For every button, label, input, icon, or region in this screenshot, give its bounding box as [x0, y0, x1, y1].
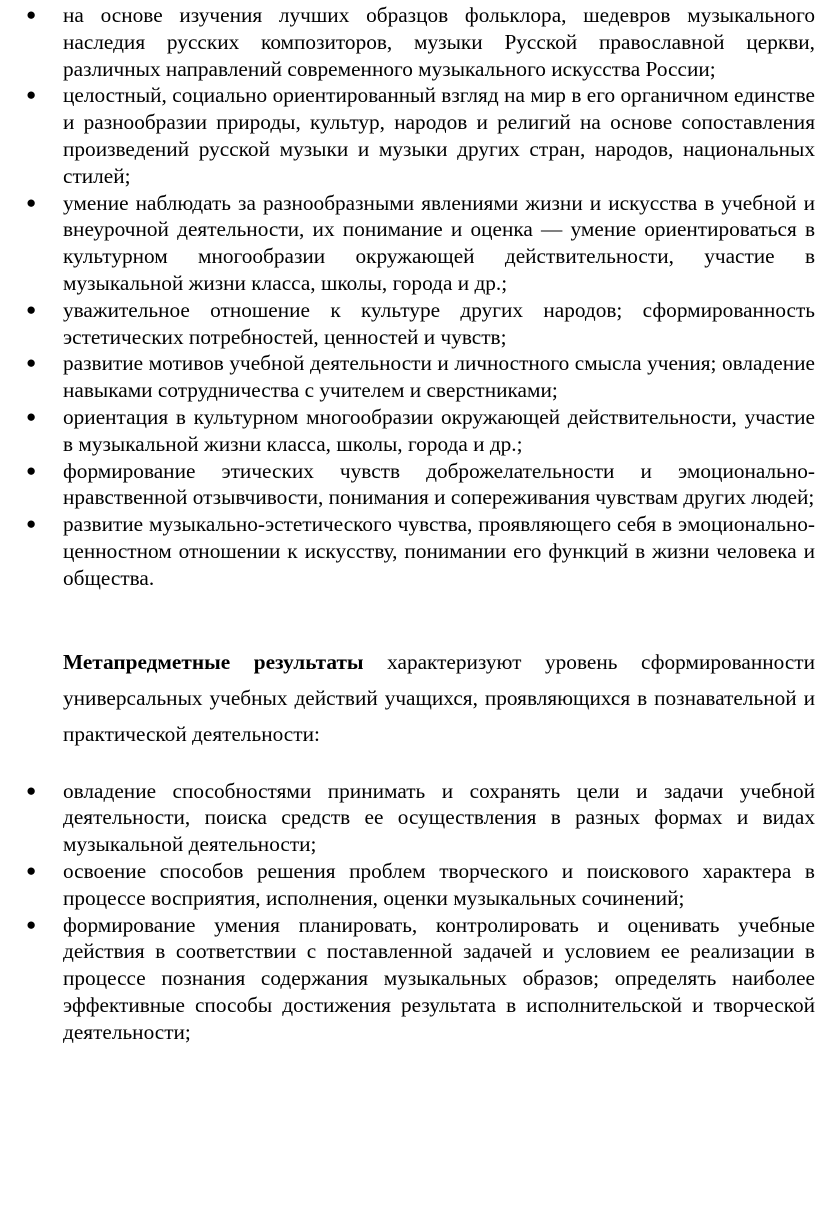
list-item-text: овладение способностями принимать и сохранять цели и задачи учебной деятельности, поиска средств ее осуществления в разных формах и видах музыкальной деятельности; [63, 778, 815, 857]
list-item-text: развитие мотивов учебной деятельности и личностного смысла учения; овладение навыками сотрудничества с учителем и сверстниками; [63, 351, 815, 403]
meta-results-heading: Метапредметные результаты [63, 649, 364, 674]
list-item [26, 82, 815, 189]
meta-results-text: характеризуют уровень сформированности универсальных учебных действий учащихся, проявляющихся в познавательной и практической деятельности: [63, 649, 815, 746]
list-item [26, 190, 815, 297]
list-item-text: освоение способов решения проблем творческого и поискового характера в процессе восприятия, исполнения, оценки музыкальных сочинений; [63, 858, 815, 910]
bullet-icon: ● [26, 85, 37, 105]
list-item-text: умение наблюдать за разнообразными явлениями жизни и искусства в учебной и внеурочной деятельности, их понимание и оценка — умение ориентироваться в культурном многообразии окружающей действительности, участие в музыкальной жизни класса, школы, города и др.; [63, 190, 815, 295]
list-item-text: формирование этических чувств доброжелательности и эмоционально-нравственной отзывчивости, понимания и сопереживания чувствам других людей; [63, 458, 815, 510]
bullet-icon: ● [26, 460, 37, 480]
list-item [26, 511, 815, 591]
bullet-icon: ● [26, 192, 37, 212]
meta-results-paragraph [63, 644, 815, 752]
list-item [26, 458, 815, 512]
bullet-icon: ● [26, 860, 37, 880]
meta-results-section [63, 644, 815, 752]
list-item-text: развитие музыкально-эстетического чувства, проявляющего себя в эмоционально-ценностном отношении к искусству, понимании его функций в жизни человека и общества. [63, 512, 815, 590]
bullet-icon: ● [26, 299, 37, 319]
list-item [26, 2, 815, 82]
list-item [26, 858, 815, 912]
bullet-icon: ● [26, 353, 37, 373]
personal-results-list [26, 2, 815, 592]
bullet-icon: ● [26, 914, 37, 934]
document-page [26, 2, 815, 1046]
bullet-icon: ● [26, 780, 37, 800]
list-item-text: уважительное отношение к культуре других народов; сформированность эстетических потребностей, ценностей и чувств; [63, 297, 815, 349]
list-item-text: целостный, социально ориентированный взгляд на мир в его органичном единстве и разнообразии природы, культур, народов и религий на основе сопоставления произведений русской музыки и музыки других стран, народов, национальных стилей; [63, 83, 815, 188]
list-item [26, 912, 815, 1046]
bullet-icon: ● [26, 5, 37, 24]
bullet-icon: ● [26, 514, 37, 534]
bullet-icon: ● [26, 406, 37, 426]
list-item-text: на основе изучения лучших образцов фольклора, шедевров музыкального наследия русских композиторов, музыки Русской православной церкви, различных направлений современного музыкального искусства России; [63, 3, 815, 81]
list-item-text: ориентация в культурном многообразии окружающей действительности, участие в музыкальной жизни класса, школы, города и др.; [63, 404, 815, 456]
list-item [26, 297, 815, 351]
list-item [26, 404, 815, 458]
list-item [26, 350, 815, 404]
meta-results-list [26, 778, 815, 1046]
list-item-text: формирование умения планировать, контролировать и оценивать учебные действия в соответствии с поставленной задачей и условием ее реализации в процессе познания содержания музыкальных образов; определять наиболее эффективные способы достижения результата в исполнительской и творческой деятельности; [63, 912, 815, 1044]
list-item [26, 778, 815, 858]
